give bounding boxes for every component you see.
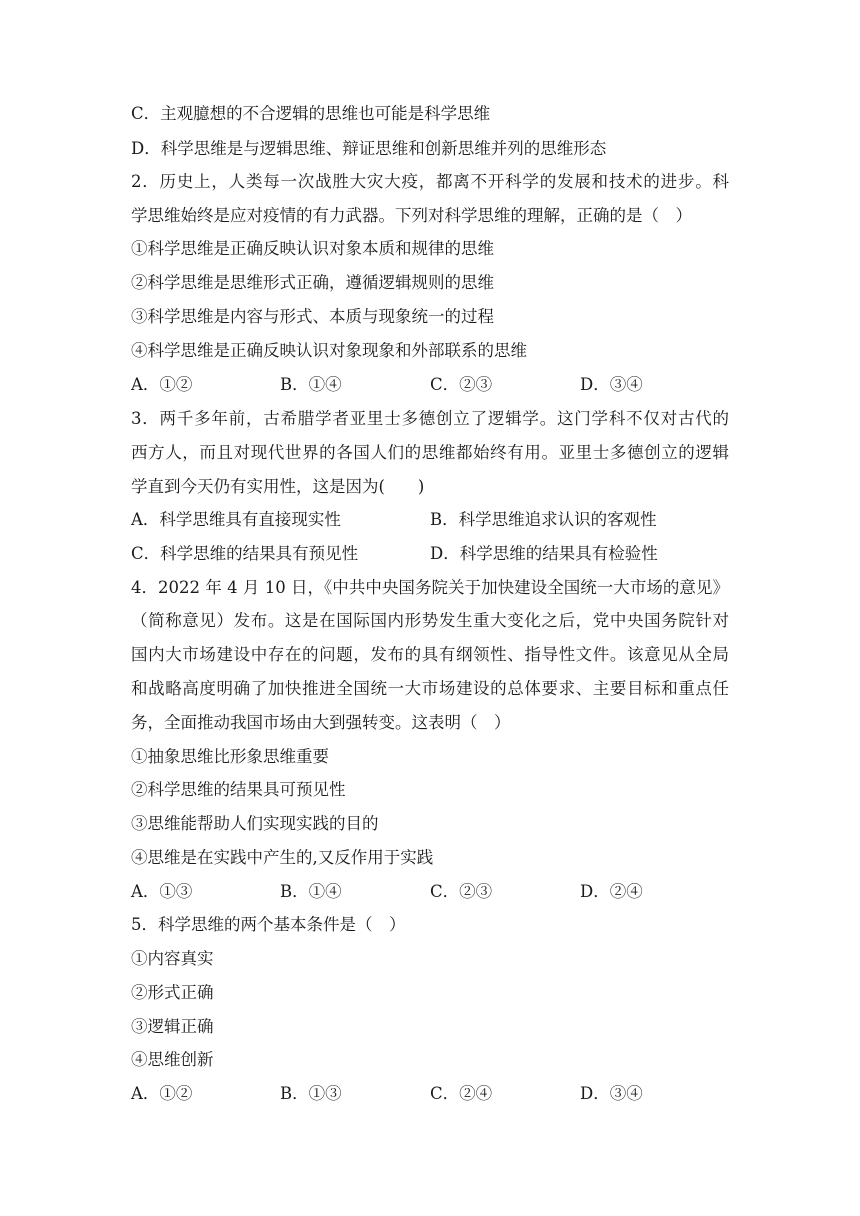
question-2-text-line-1: 2．历史上，人类每一次战胜大灾大疫，都离不开科学的发展和技术的进步。科 — [131, 172, 729, 191]
question-4-option-b: B．①④ — [280, 882, 342, 901]
question-5-statement-2: ②形式正确 — [131, 983, 214, 1002]
question-5-option-c: C．②④ — [430, 1084, 493, 1103]
question-4-statement-2: ②科学思维的结果具可预见性 — [131, 780, 346, 799]
question-4-option-d: D．②④ — [580, 882, 643, 901]
question-5-statement-4: ④思维创新 — [131, 1050, 214, 1069]
question-2-option-c: C．②③ — [430, 375, 493, 394]
question-3-option-d: D．科学思维的结果具有检验性 — [430, 544, 658, 563]
question-5-option-a: A．①② — [131, 1084, 193, 1103]
question-2-option-b: B．①④ — [280, 375, 342, 394]
question-2-statement-2: ②科学思维是思维形式正确，遵循逻辑规则的思维 — [131, 273, 494, 292]
question-4-statement-4: ④思维是在实践中产生的,又反作用于实践 — [131, 848, 434, 867]
question-2-option-a: A．①② — [131, 375, 193, 394]
question-4-text-line-3: 国内大市场建设中存在的问题，发布的具有纲领性、指导性文件。该意见从全局 — [131, 645, 729, 664]
question-5-option-b: B．①③ — [280, 1084, 342, 1103]
question-4-option-a: A．①③ — [131, 882, 193, 901]
question-3-option-a: A．科学思维具有直接现实性 — [131, 510, 341, 529]
question-4-text-line-2: （简称意见）发布。这是在国际国内形势发生重大变化之后，党中央国务院针对 — [131, 611, 729, 630]
question-4-statement-3: ③思维能帮助人们实现实践的目的 — [131, 814, 379, 833]
question-3-option-b: B．科学思维追求认识的客观性 — [430, 510, 657, 529]
question-4-text-line-4: 和战略高度明确了加快推进全国统一大市场建设的总体要求、主要目标和重点任 — [131, 679, 729, 698]
question-4-text-line-1: 4．2022 年 4 月 10 日，《中共中央国务院关于加快建设全国统一大市场的意见》 — [131, 578, 729, 597]
question-3-text-line-2: 西方人，而且对现代世界的各国人们的思维都始终有用。亚里士多德创立的逻辑 — [131, 443, 729, 462]
question-2-statement-1: ①科学思维是正确反映认识对象本质和规律的思维 — [131, 239, 494, 258]
question-4-statement-1: ①抽象思维比形象思维重要 — [131, 747, 329, 766]
question-3-text-line-3: 学直到今天仍有实用性，这是因为( ) — [131, 477, 425, 496]
option-d-previous: D．科学思维是与逻辑思维、辩证思维和创新思维并列的思维形态 — [131, 139, 607, 158]
question-5-statement-3: ③逻辑正确 — [131, 1017, 214, 1036]
question-5-text-line-1: 5．科学思维的两个基本条件是（ ） — [131, 915, 406, 934]
question-5-option-d: D．③④ — [580, 1084, 643, 1103]
question-3-text-line-1: 3．两千多年前，古希腊学者亚里士多德创立了逻辑学。这门学科不仅对古代的 — [131, 409, 729, 428]
question-2-option-d: D．③④ — [580, 375, 643, 394]
question-2-text-line-2: 学思维始终是应对疫情的有力武器。下列对科学思维的理解，正确的是（ ） — [131, 206, 692, 225]
question-2-statement-3: ③科学思维是内容与形式、本质与现象统一的过程 — [131, 307, 494, 326]
question-4-text-line-5: 务，全面推动我国市场由大到强转变。这表明（ ） — [131, 713, 511, 732]
question-4-option-c: C．②③ — [430, 882, 493, 901]
question-5-statement-1: ①内容真实 — [131, 949, 214, 968]
option-c-previous: C．主观臆想的不合逻辑的思维也可能是科学思维 — [131, 104, 491, 123]
question-2-statement-4: ④科学思维是正确反映认识对象现象和外部联系的思维 — [131, 341, 527, 360]
question-3-option-c: C．科学思维的结果具有预见性 — [131, 544, 359, 563]
